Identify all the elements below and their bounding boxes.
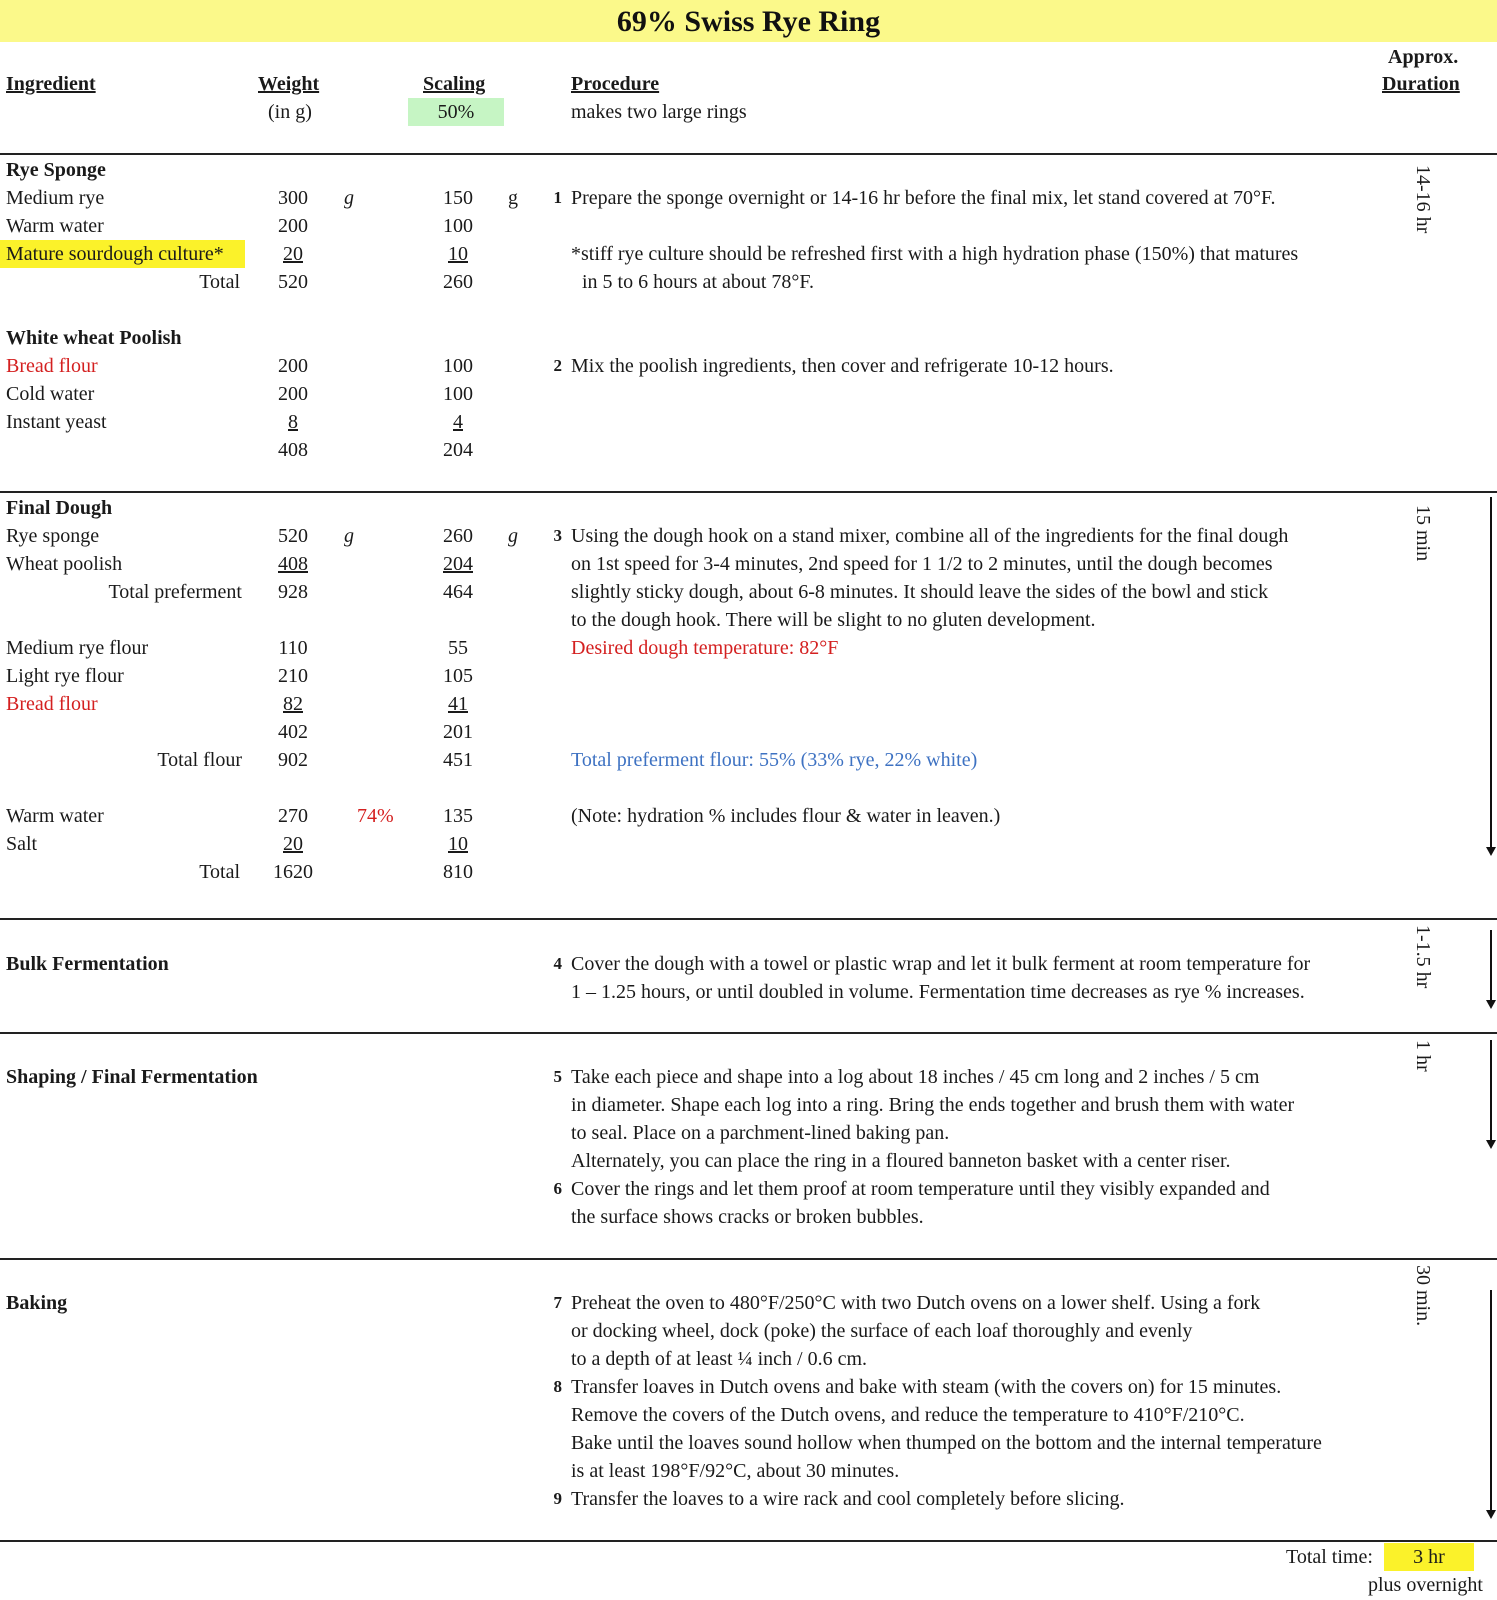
step-number: 4 — [553, 954, 562, 973]
step-number: 7 — [553, 1293, 562, 1312]
ingredient-weight: 300 — [278, 187, 308, 209]
duration-label: 1 hr — [1412, 1040, 1434, 1072]
ingredient-name: Instant yeast — [6, 411, 107, 433]
step-text: to the dough hook. There will be slight to no gluten development. — [571, 609, 1096, 631]
step-text: Cover the dough with a towel or plastic wrap and let it bulk ferment at room temperature for — [571, 953, 1311, 975]
ingredient-weight: 110 — [278, 637, 308, 659]
ingredient-name: Rye sponge — [6, 525, 100, 547]
header-duration-line1: Approx. — [1388, 46, 1459, 68]
ingredient-weight: 210 — [278, 665, 308, 687]
header-scaling: Scaling — [423, 73, 486, 95]
step-text: is at least 198°F/92°C, about 30 minutes. — [571, 1460, 900, 1482]
section-final-dough: Final Dough — [6, 497, 113, 519]
ingredient-name-red: Bread flour — [6, 693, 98, 715]
total-scaled: 464 — [443, 581, 473, 603]
duration-label: 14-16 hr — [1412, 165, 1434, 234]
ingredient-weight: 8 — [288, 411, 298, 433]
total-weight: 1620 — [273, 861, 313, 883]
step-text: to seal. Place on a parchment-lined baking pan. — [571, 1122, 950, 1144]
ingredient-name: Salt — [6, 833, 38, 855]
ingredient-scaled: 135 — [443, 805, 473, 827]
step-text: on 1st speed for 3-4 minutes, 2nd speed for 1 1/2 to 2 minutes, until the dough becomes — [571, 553, 1273, 575]
ingredient-scaled: 10 — [448, 243, 468, 265]
ingredient-name: Light rye flour — [6, 665, 124, 687]
total-label: Total — [199, 861, 240, 883]
divider — [0, 918, 1497, 920]
hydration-note: (Note: hydration % includes flour & water in leaven.) — [571, 805, 1001, 827]
step-text: Transfer loaves in Dutch ovens and bake with steam (with the covers on) for 15 minutes. — [571, 1376, 1282, 1398]
total-label: Total preferment — [108, 581, 242, 603]
divider — [0, 491, 1497, 493]
ingredient-name: Cold water — [6, 383, 95, 405]
arrow-down-icon — [1486, 1140, 1496, 1149]
divider — [0, 1032, 1497, 1034]
step-text: Transfer the loaves to a wire rack and cool completely before slicing. — [571, 1488, 1125, 1510]
ingredient-name: Wheat poolish — [6, 553, 123, 575]
ingredient-weight: 20 — [283, 833, 303, 855]
step-number: 6 — [553, 1179, 562, 1198]
step-text: Cover the rings and let them proof at room temperature until they visibly expanded and — [571, 1178, 1270, 1200]
total-time-label: Total time: — [1286, 1546, 1373, 1568]
ingredient-scaled: 105 — [443, 665, 473, 687]
step-text: Remove the covers of the Dutch ovens, and reduce the temperature to 410°F/210°C. — [571, 1404, 1245, 1426]
ingredient-weight: 20 — [283, 243, 303, 265]
step-text: Take each piece and shape into a log about 18 inches / 45 cm long and 2 inches / 5 cm — [571, 1066, 1260, 1088]
total-time-value: 3 hr — [1384, 1543, 1474, 1571]
procedure-subtitle: makes two large rings — [571, 101, 747, 123]
weight-unit: g — [344, 187, 354, 209]
ingredient-scaled: 204 — [443, 553, 473, 575]
ingredient-weight: 200 — [278, 215, 308, 237]
total-weight: 902 — [278, 749, 308, 771]
step-number: 2 — [553, 356, 562, 375]
ingredient-weight: 200 — [278, 355, 308, 377]
header-procedure: Procedure — [571, 73, 660, 95]
ingredient-scaled: 4 — [453, 411, 463, 433]
arrow-down-icon — [1486, 1000, 1496, 1009]
section-baking: Baking — [6, 1292, 68, 1314]
step-text: or docking wheel, dock (poke) the surface of each loaf thoroughly and evenly — [571, 1320, 1193, 1342]
step-text: Using the dough hook on a stand mixer, combine all of the ingredients for the final dough — [571, 525, 1289, 547]
duration-label: 30 min. — [1412, 1265, 1434, 1327]
total-scaled: 260 — [443, 271, 473, 293]
page-title: 69% Swiss Rye Ring — [616, 5, 881, 38]
scaled-unit: g — [508, 187, 518, 209]
ingredient-scaled: 100 — [443, 383, 473, 405]
arrow-down-icon — [1486, 1510, 1496, 1519]
duration-line — [1490, 497, 1492, 847]
weight-unit: g — [344, 525, 354, 547]
ingredient-scaled: 10 — [448, 833, 468, 855]
header-weight-unit: (in g) — [268, 101, 312, 123]
total-label: Total flour — [157, 749, 242, 771]
step-text: in diameter. Shape each log into a ring. Bring the ends together and brush them with water — [571, 1094, 1295, 1116]
divider — [0, 1540, 1497, 1542]
section-shaping: Shaping / Final Fermentation — [6, 1066, 258, 1088]
ingredient-name-highlighted: Mature sourdough culture* — [0, 240, 245, 268]
divider — [0, 1258, 1497, 1260]
duration-line — [1490, 1290, 1492, 1510]
step-number: 8 — [553, 1377, 562, 1396]
step-text: Bake until the loaves sound hollow when thumped on the bottom and the internal temperature — [571, 1432, 1322, 1454]
subtotal-scaled: 201 — [443, 721, 473, 743]
section-poolish: White wheat Poolish — [6, 327, 182, 349]
title-band — [0, 0, 1497, 42]
plus-overnight: plus overnight — [1368, 1574, 1483, 1596]
step-number: 1 — [553, 188, 562, 207]
total-scaled: 451 — [443, 749, 473, 771]
divider — [0, 153, 1497, 155]
arrow-down-icon — [1486, 847, 1496, 856]
step-number: 5 — [553, 1067, 562, 1086]
header-duration-line2: Duration — [1382, 73, 1460, 95]
ingredient-scaled: 55 — [448, 637, 468, 659]
total-weight: 408 — [278, 439, 308, 461]
ingredient-weight: 200 — [278, 383, 308, 405]
step-number: 3 — [553, 526, 562, 545]
ingredient-scaled: 41 — [448, 693, 468, 715]
duration-line — [1490, 930, 1492, 1000]
total-weight: 928 — [278, 581, 308, 603]
step-text: slightly sticky dough, about 6-8 minutes. It should leave the sides of the bowl and stick — [571, 581, 1269, 603]
step-text: to a depth of at least ¼ inch / 0.6 cm. — [571, 1348, 868, 1370]
ingredient-name: Warm water — [6, 215, 104, 237]
culture-note: in 5 to 6 hours at about 78°F. — [582, 271, 814, 293]
ingredient-name-red: Bread flour — [6, 355, 98, 377]
step-text: the surface shows cracks or broken bubbles. — [571, 1206, 924, 1228]
ingredient-name: Medium rye — [6, 187, 105, 209]
header-ingredient: Ingredient — [6, 73, 96, 95]
step-text: Prepare the sponge overnight or 14-16 hr before the final mix, let stand covered at 70°F. — [571, 187, 1276, 209]
step-text: Alternately, you can place the ring in a floured banneton basket with a center riser. — [571, 1150, 1231, 1172]
scaling-value[interactable]: 50% — [408, 98, 504, 126]
ingredient-scaled: 100 — [443, 215, 473, 237]
ingredient-weight: 520 — [278, 525, 308, 547]
ingredient-weight: 82 — [283, 693, 303, 715]
scaled-unit: g — [508, 525, 518, 547]
subtotal-weight: 402 — [278, 721, 308, 743]
section-rye-sponge: Rye Sponge — [6, 159, 106, 181]
ingredient-scaled: 150 — [443, 187, 473, 209]
section-bulk-fermentation: Bulk Fermentation — [6, 953, 169, 975]
ingredient-scaled: 100 — [443, 355, 473, 377]
total-scaled: 810 — [443, 861, 473, 883]
desired-dough-temp: Desired dough temperature: 82°F — [571, 637, 839, 659]
step-text: Mix the poolish ingredients, then cover and refrigerate 10-12 hours. — [571, 355, 1114, 377]
step-number: 9 — [553, 1489, 562, 1508]
hydration-percent: 74% — [357, 805, 394, 827]
duration-line — [1490, 1040, 1492, 1140]
step-text: Preheat the oven to 480°F/250°C with two Dutch ovens on a lower shelf. Using a fork — [571, 1292, 1261, 1314]
ingredient-scaled: 260 — [443, 525, 473, 547]
header-weight: Weight — [258, 73, 320, 95]
total-weight: 520 — [278, 271, 308, 293]
total-label: Total — [199, 271, 240, 293]
duration-label: 1-1.5 hr — [1412, 925, 1434, 989]
ingredient-name: Medium rye flour — [6, 637, 149, 659]
step-text: 1 – 1.25 hours, or until doubled in volume. Fermentation time decreases as rye % increases. — [571, 981, 1305, 1003]
total-scaled: 204 — [443, 439, 473, 461]
duration-label: 15 min — [1412, 505, 1434, 562]
ingredient-weight: 270 — [278, 805, 308, 827]
ingredient-name: Warm water — [6, 805, 104, 827]
culture-note: *stiff rye culture should be refreshed first with a high hydration phase (150%) that matures — [571, 243, 1299, 265]
ingredient-weight: 408 — [278, 553, 308, 575]
preferment-flour-note: Total preferment flour: 55% (33% rye, 22% white) — [571, 749, 978, 771]
